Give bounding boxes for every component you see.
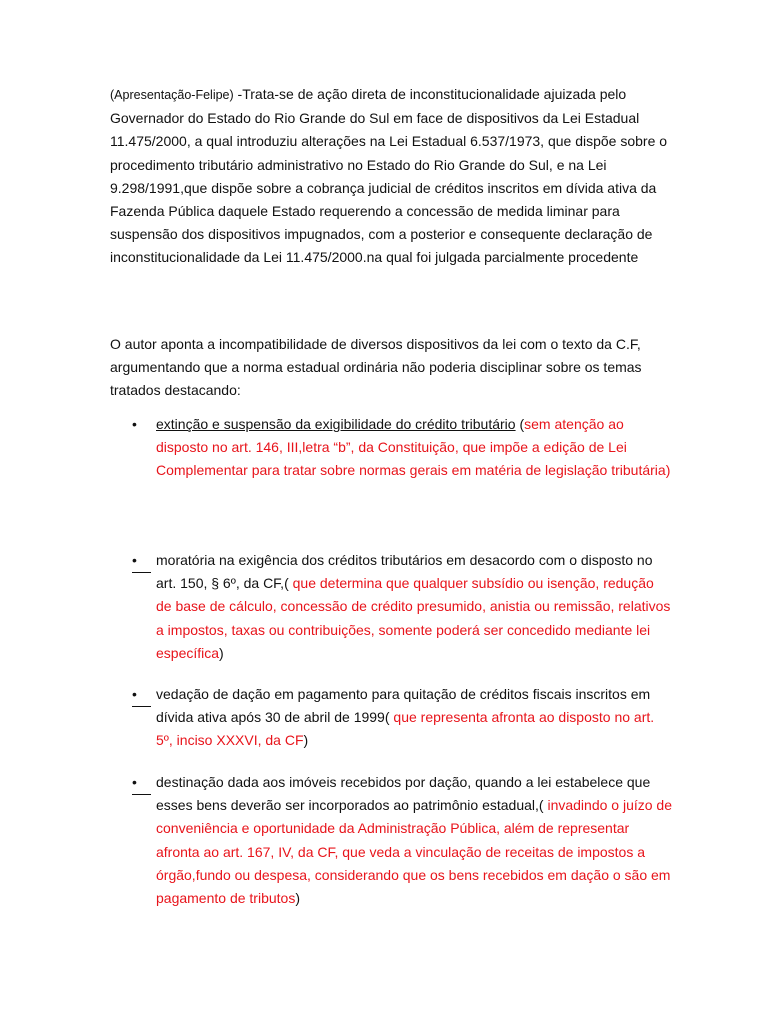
bullet-open-paren: (: [515, 416, 525, 432]
bullet-icon: •: [132, 416, 137, 432]
bullet-note: invadindo o juízo de conveniência e oportunidade da Administração Pública, além de representar afronta ao art. 167, IV, da CF, que veda a vinculação de receitas de impostos a órgão,fundo ou despesa, considerando que os bens recebidos em dação o são em pagamento de tributos: [156, 797, 673, 907]
bullet-main-text: destinação dada aos imóveis recebidos por dação, quando a lei estabelece que esses bens deverão ser incorporados ao patrimônio estadual,: [156, 774, 651, 814]
bullet-item-1: [132, 413, 672, 483]
bullet-close-paren: ): [295, 890, 300, 907]
bullet-icon: •: [132, 549, 151, 573]
bullet-open-paren: (: [284, 575, 289, 592]
bullet-main-text: vedação de dação em pagamento para quitação de créditos fiscais inscritos em dívida ativa após 30 de abril de 1999: [156, 686, 651, 726]
bullet-main-text: extinção e suspensão da exigibilidade do crédito tributário: [156, 416, 516, 432]
presenter-tag: (Apresentação-Felipe): [110, 88, 234, 102]
bullet-close-paren: ): [219, 644, 224, 661]
bullet-close-paren: ): [303, 732, 309, 749]
bullet-item-2: [132, 549, 672, 665]
bullet-icon: •: [132, 771, 151, 795]
bullet-item-3: [132, 683, 672, 753]
bullet-main-text: moratória na exigência dos créditos tributários em desacordo com o disposto no art. 150, § 6º, da CF,: [156, 552, 653, 592]
bullet-icon: •: [132, 683, 151, 707]
bullet-note: que determina que qualquer subsídio ou isenção, redução de base de cálculo, concessão de crédito presumido, anistia ou remissão, relativos a impostos, taxas ou contribuições, somente poderá ser concedido mediante lei específica: [156, 575, 671, 661]
intro-paragraph: [110, 83, 670, 270]
bullet-note: sem atenção ao disposto no art. 146, III,letra “b”, da Constituição, que impõe a edição de Lei Complementar para tratar sobre normas gerais em matéria de legislação tributária: [156, 416, 666, 479]
bullet-note: que representa afronta ao disposto no art. 5º, inciso XXXVI, da CF: [156, 709, 655, 749]
bullet-open-paren: (: [384, 709, 390, 726]
bullet-item-4: [132, 771, 672, 910]
bullet-open-paren: (: [538, 797, 544, 814]
intro-text: -Trata-se de ação direta de inconstitucionalidade ajuizada pelo Governador do Estado do Rio Grande do Sul em face de dispositivos da Lei Estadual 11.475/2000, a qual introduziu alterações na Lei Estadual 6.537/1973, que dispõe sobre o procedimento tributário administrativo no Estado do Rio Grande do Sul, e na Lei 9.298/1991,que dispõe sobre a cobrança judicial de créditos inscritos em dívida ativa da Fazenda Pública daquele Estado requerendo a concessão de medida liminar para suspensão dos dispositivos impugnados, com a posterior e consequente declaração de inconstitucionalidade da Lei 11.475/2000.na qual foi julgada parcialmente procedente: [110, 86, 668, 266]
argument-paragraph: O autor aponta a incompatibilidade de diversos dispositivos da lei com o texto da C.F, argumentando que a norma estadual ordinária não poderia disciplinar sobre os temas tratados destacando:: [110, 336, 642, 399]
bullet-close-paren: ): [665, 462, 671, 479]
